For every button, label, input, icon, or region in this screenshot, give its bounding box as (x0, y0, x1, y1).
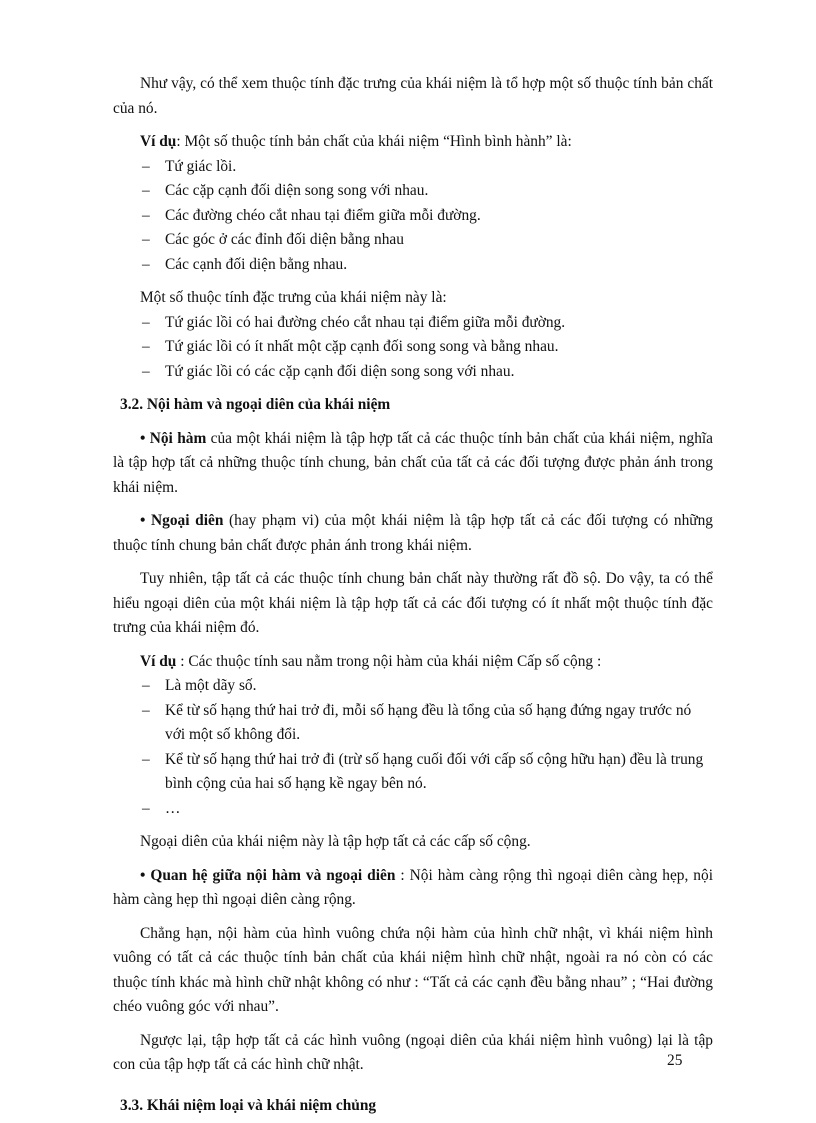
relation-term: • Quan hệ giữa nội hàm và ngoại diên (140, 866, 396, 884)
example-text: : Các thuộc tính sau nằm trong nội hàm của khái niệm Cấp số cộng : (176, 652, 602, 670)
example-2-conclusion: Ngoại diên của khái niệm này là tập hợp tất cả các cấp số cộng. (140, 833, 531, 850)
dash-marker: – (142, 750, 150, 768)
noi-ham-definition (113, 427, 713, 501)
section-heading-3-2: 3.2. Nội hàm và ngoại diên của khái niệm (120, 396, 391, 413)
dash-marker: – (142, 231, 150, 248)
example-label: Ví dụ (140, 652, 177, 670)
ngoai-dien-definition (113, 509, 713, 558)
dash-marker: – (142, 677, 150, 694)
dash-marker: – (142, 799, 150, 817)
list-item (113, 335, 713, 360)
list-item-text: Tứ giác lồi có ít nhất một cặp cạnh đối song song và bằng nhau. (165, 338, 559, 355)
dash-marker: – (142, 338, 150, 355)
list-item (113, 674, 713, 699)
page-content (113, 72, 713, 1118)
page-number: 25 (667, 1052, 683, 1069)
dash-marker: – (142, 362, 150, 380)
square-example-paragraph: Chẳng hạn, nội hàm của hình vuông chứa nội hàm của hình chữ nhật, vì khái niệm hình vuông có tất cả các thuộc tính bản chất của khái niệm hình chữ nhật, ngoài ra nó còn có các thuộc tính khác mà hình chữ nhật không có như : “Tất cả các cạnh đều bằng nhau” ; “Hai đường chéo vuông góc với nhau”. (113, 924, 713, 1015)
list-item (113, 699, 713, 748)
dash-marker: – (142, 157, 150, 175)
example-2-intro (113, 650, 713, 675)
list-item-text: … (165, 799, 181, 817)
list-item (113, 155, 713, 180)
dash-marker: – (142, 206, 150, 224)
list-item (113, 748, 713, 797)
conversely-paragraph: Ngược lại, tập hợp tất cả các hình vuông (ngoại diên của khái niệm hình vuông) lại là tập con của tập hợp tất cả các hình chữ nhật. (113, 1031, 713, 1073)
relation-paragraph (113, 864, 713, 913)
example-text: : Một số thuộc tính bản chất của khái niệm “Hình bình hành” là: (176, 133, 572, 150)
list-item-text: Tứ giác lồi có hai đường chéo cắt nhau tại điểm giữa mỗi đường. (165, 313, 566, 331)
example-1-intro (113, 130, 713, 155)
intro-paragraph: Như vậy, có thể xem thuộc tính đặc trưng của khái niệm là tổ hợp một số thuộc tính bản chất của nó. (113, 75, 713, 117)
list-item-text: Các cặp cạnh đối diện song song với nhau. (165, 182, 429, 199)
example-label: Ví dụ (140, 133, 177, 150)
list-item-text: Tứ giác lồi có các cặp cạnh đối diện song song với nhau. (165, 362, 515, 380)
list-item (113, 179, 713, 204)
ngoai-dien-text: (hay phạm vi) của một khái niệm là tập hợp tất cả các đối tượng có những thuộc tính chung bản chất được phản ánh trong khái niệm. (113, 512, 713, 554)
list-item (113, 253, 713, 278)
dash-marker: – (142, 313, 150, 331)
dash-marker: – (142, 701, 150, 719)
list-item-text: Kể từ số hạng thứ hai trở đi, mỗi số hạng đều là tổng của số hạng đứng ngay trước nó với một số không đổi. (165, 701, 692, 743)
list-item (113, 204, 713, 229)
list-item-text: Các cạnh đối diện bằng nhau. (165, 255, 348, 273)
dash-marker: – (142, 182, 150, 199)
section-heading-3-3: 3.3. Khái niệm loại và khái niệm chủng (120, 1096, 377, 1114)
list-item (113, 360, 713, 385)
list-item (113, 228, 713, 253)
list-item-text: Kể từ số hạng thứ hai trở đi (trừ số hạng cuối đối với cấp số cộng hữu hạn) đều là trung bình cộng của hai số hạng kề ngay bên nó. (165, 750, 704, 792)
list-item (113, 311, 713, 336)
list-item-text: Tứ giác lồi. (165, 157, 237, 175)
relation-text: : Nội hàm càng rộng thì ngoại diên càng hẹp, nội hàm càng hẹp thì ngoại diên càng rộng. (113, 866, 713, 908)
list-item-text: Các đường chéo cắt nhau tại điểm giữa mỗi đường. (165, 206, 481, 224)
dash-marker: – (142, 255, 150, 273)
list-item-text: Là một dãy số. (165, 677, 257, 694)
noi-ham-term: • Nội hàm (140, 429, 207, 447)
features-intro: Một số thuộc tính đặc trưng của khái niệm này là: (140, 289, 447, 306)
list-item (113, 797, 713, 822)
noi-ham-text: của một khái niệm là tập hợp tất cả các thuộc tính bản chất của khái niệm, nghĩa là tập hợp tất cả những thuộc tính chung, bản chất của tất cả các đối tượng được phản ánh trong khái niệm. (113, 429, 714, 496)
list-item-text: Các góc ở các đỉnh đối diện bằng nhau (165, 231, 404, 248)
ngoai-dien-term: • Ngoại diên (140, 512, 224, 529)
however-paragraph: Tuy nhiên, tập tất cả các thuộc tính chung bản chất này thường rất đồ sộ. Do vậy, ta có thể hiểu ngoại diên của một khái niệm là tập hợp tất cả các đối tượng có ít nhất một thuộc tính đặc trưng của khái niệm đó. (113, 570, 713, 636)
